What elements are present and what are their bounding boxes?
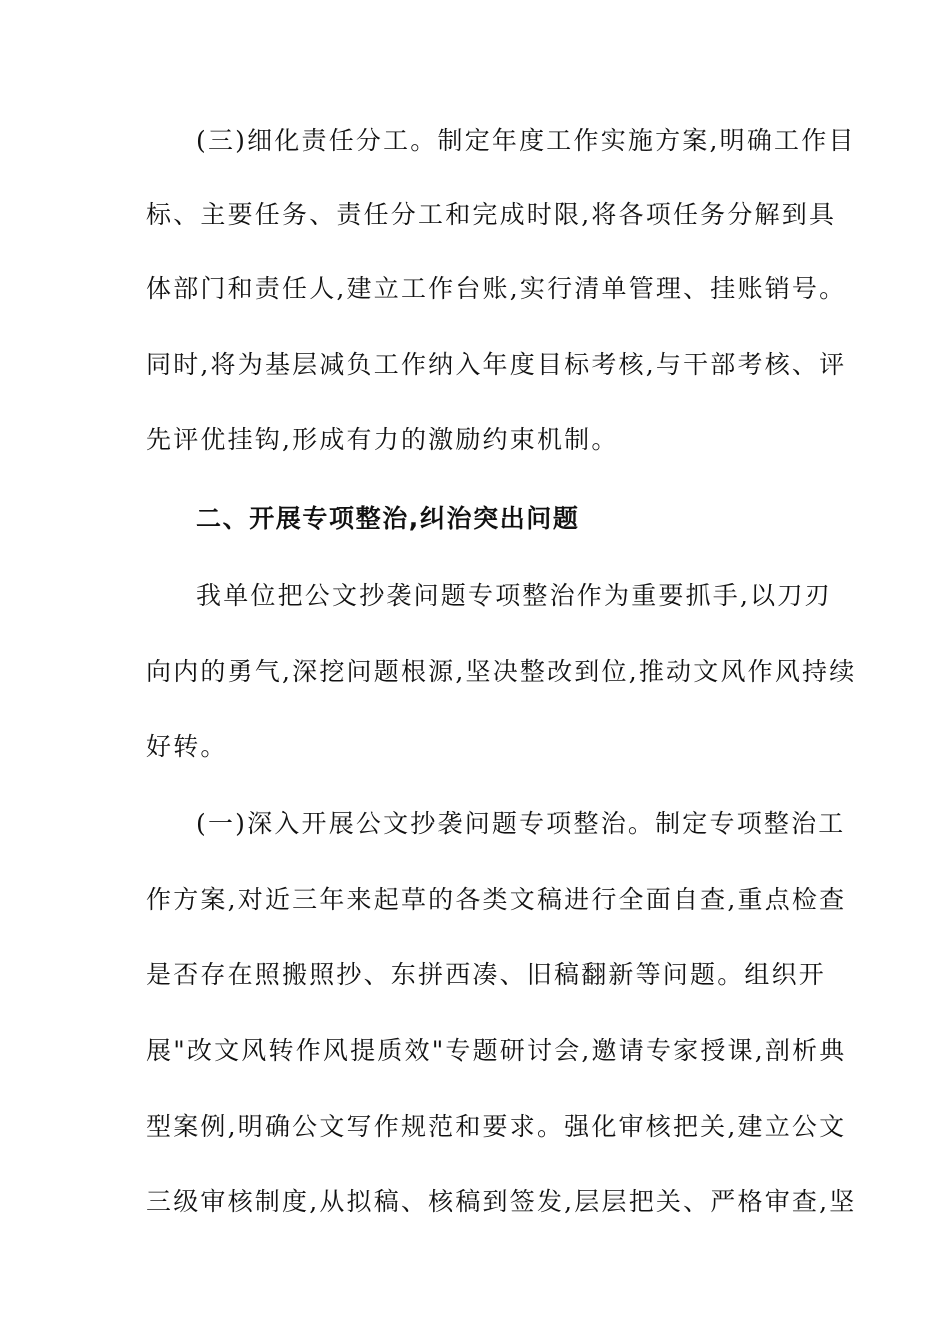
paragraph-line: 好转。 <box>146 732 228 761</box>
paragraph-line: 同时,将为基层减负工作纳入年度目标考核,与干部考核、评 <box>146 350 847 379</box>
paragraph-line: 型案例,明确公文写作规范和要求。强化审核把关,建立公文 <box>146 1112 847 1141</box>
paragraph-line: 我单位把公文抄袭问题专项整治作为重要抓手,以刀刃 <box>196 581 832 610</box>
paragraph-line: (三)细化责任分工。制定年度工作实施方案,明确工作目 <box>196 126 856 155</box>
section-heading: 二、开展专项整治,纠治突出问题 <box>196 504 580 533</box>
paragraph-line: (一)深入开展公文抄袭问题专项整治。制定专项整治工 <box>196 809 846 838</box>
paragraph-line: 三级审核制度,从拟稿、核稿到签发,层层把关、严格审查,坚 <box>146 1187 857 1216</box>
paragraph-line: 展"改文风转作风提质效"专题研讨会,邀请专家授课,剖析典 <box>146 1036 847 1065</box>
paragraph-line: 是否存在照搬照抄、东拼西凑、旧稿翻新等问题。组织开 <box>146 960 827 989</box>
paragraph-line: 作方案,对近三年来起草的各类文稿进行全面自查,重点检查 <box>146 885 847 914</box>
paragraph-line: 先评优挂钩,形成有力的激励约束机制。 <box>146 425 619 454</box>
paragraph-line: 向内的勇气,深挖问题根源,坚决整改到位,推动文风作风持续 <box>146 657 857 686</box>
paragraph-line: 体部门和责任人,建立工作台账,实行清单管理、挂账销号。 <box>146 274 847 303</box>
paragraph-line: 标、主要任务、责任分工和完成时限,将各项任务分解到具 <box>146 200 837 229</box>
